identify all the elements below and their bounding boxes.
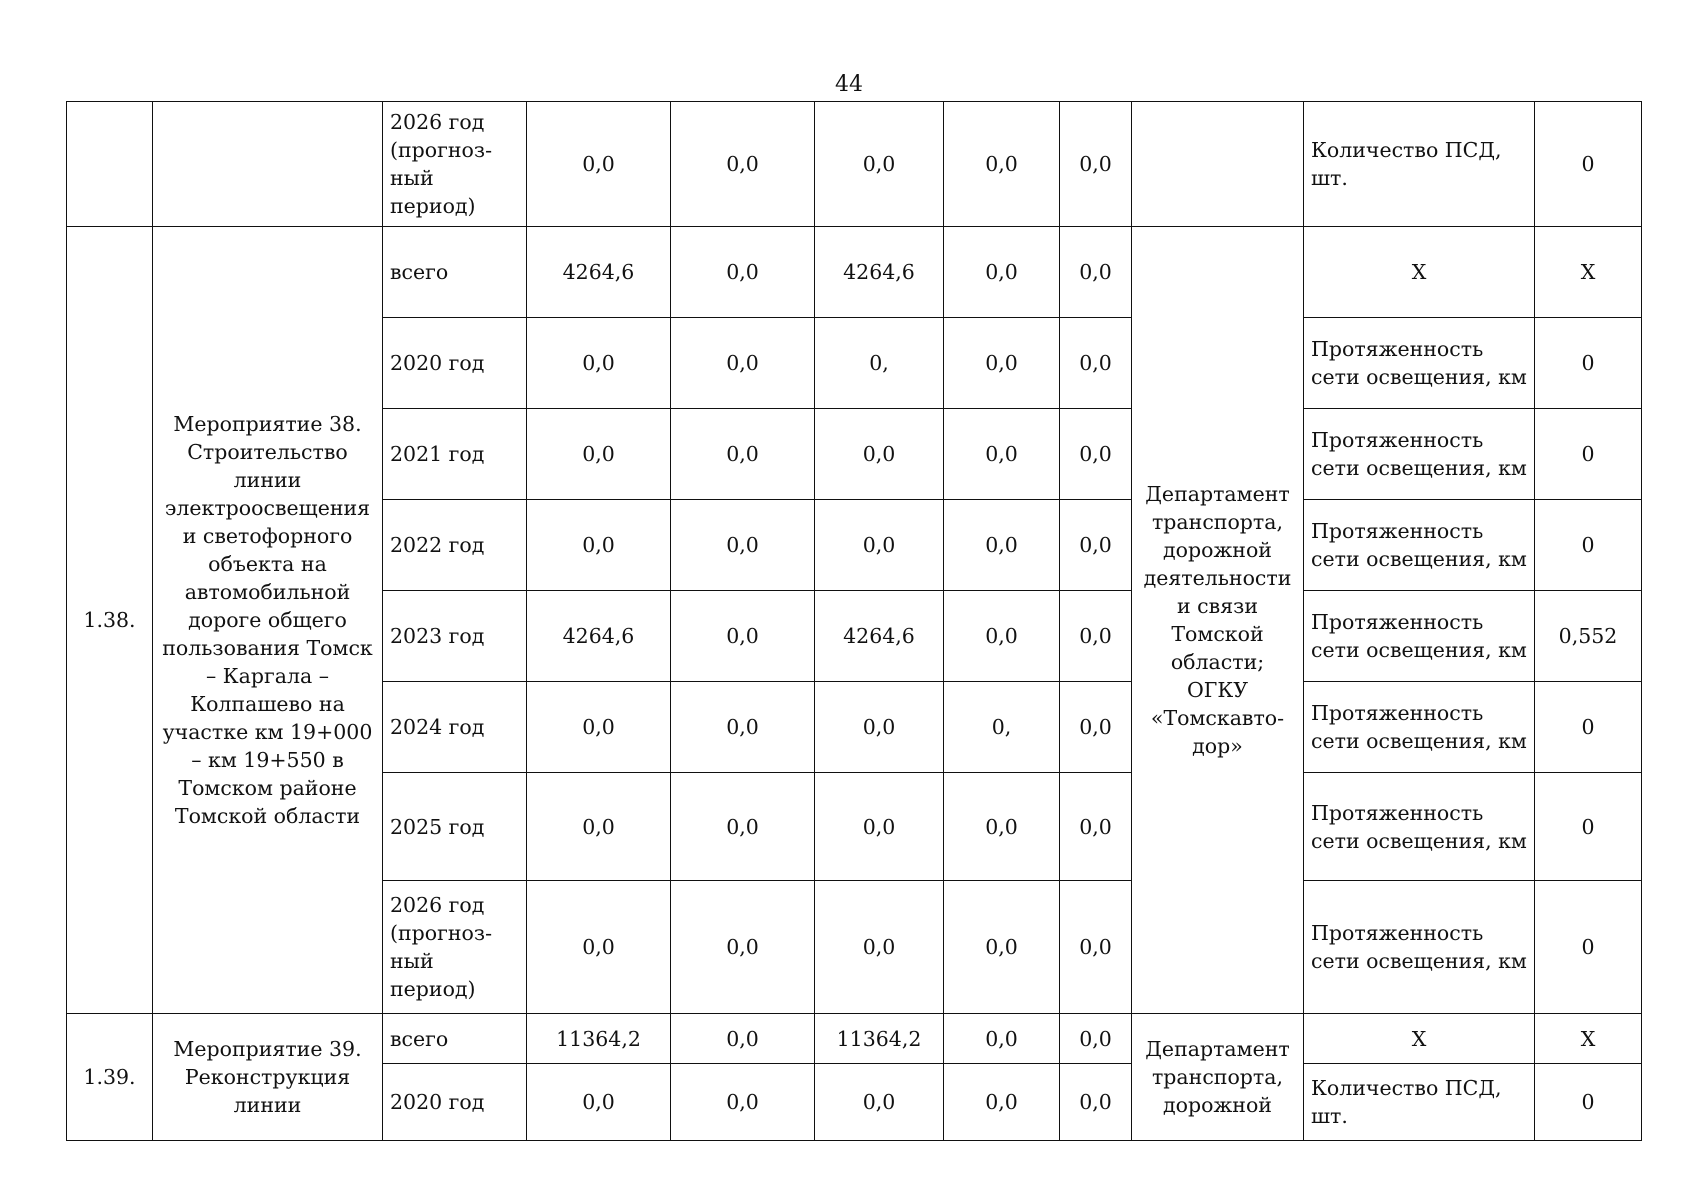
value-cell: 0,0 [815,1064,944,1141]
value-cell: 0,0 [1060,409,1132,500]
indicator-value-cell: 0 [1535,500,1642,591]
value-cell: 0,0 [671,1014,815,1064]
indicator-value-cell: 0 [1535,318,1642,409]
value-cell: 0,0 [944,318,1060,409]
value-cell: 0,0 [815,102,944,227]
indicator-cell: Протяженность сети освещения, км [1304,682,1535,773]
value-cell: 0,0 [527,773,671,881]
value-cell: 0,0 [1060,227,1132,318]
value-cell: 0,0 [944,102,1060,227]
value-cell: 0,0 [671,318,815,409]
value-cell: 0,0 [1060,1014,1132,1064]
period-cell: 2026 год (прогнозный период) [383,881,527,1014]
indicator-cell: Протяженность сети освещения, км [1304,773,1535,881]
executor-cell [1132,102,1304,227]
value-cell: 0,0 [527,500,671,591]
indicator-value-cell: Х [1535,227,1642,318]
value-cell: 0,0 [671,682,815,773]
value-cell: 0,0 [671,102,815,227]
indicator-value-cell: 0 [1535,1064,1642,1141]
value-cell: 0,0 [1060,500,1132,591]
indicator-value-cell: Х [1535,1014,1642,1064]
indicator-value-cell: 0 [1535,102,1642,227]
value-cell: 0,0 [1060,773,1132,881]
budget-table [66,101,1642,1141]
indicator-value-cell: 0 [1535,773,1642,881]
value-cell: 0,0 [944,1064,1060,1141]
value-cell: 0,0 [671,409,815,500]
value-cell: 4264,6 [815,591,944,682]
indicator-cell: Протяженность сети освещения, км [1304,318,1535,409]
value-cell: 0,0 [527,1064,671,1141]
value-cell: 4264,6 [527,591,671,682]
period-cell: 2025 год [383,773,527,881]
measure-number: 1.38. [67,227,153,1014]
executor-cell: Департамент транспорта, дорожной [1132,1014,1304,1141]
value-cell: 11364,2 [815,1014,944,1064]
period-cell: 2026 год (прогнозный период) [383,102,527,227]
period-cell: всего [383,1014,527,1064]
executor-cell: Департамент транспорта, дорожной деятельности и связи Томской области; ОГКУ «Томскавтодор» [1132,227,1304,1014]
value-cell: 0,0 [527,409,671,500]
value-cell: 0, [944,682,1060,773]
value-cell: 0,0 [944,773,1060,881]
period-cell: 2020 год [383,318,527,409]
value-cell: 0,0 [527,102,671,227]
value-cell: 11364,2 [527,1014,671,1064]
table-row [67,1014,1642,1064]
value-cell: 0,0 [671,1064,815,1141]
value-cell: 0,0 [1060,881,1132,1014]
value-cell: 0,0 [944,591,1060,682]
measure-name: Мероприятие 39. Реконструкция линии [153,1014,383,1141]
period-cell: 2020 год [383,1064,527,1141]
value-cell: 0, [815,318,944,409]
value-cell: 0,0 [944,500,1060,591]
value-cell: 0,0 [815,500,944,591]
value-cell: 4264,6 [527,227,671,318]
value-cell: 0,0 [671,591,815,682]
period-cell: 2024 год [383,682,527,773]
indicator-cell: Х [1304,1014,1535,1064]
indicator-value-cell: 0,552 [1535,591,1642,682]
value-cell: 0,0 [1060,591,1132,682]
value-cell: 0,0 [1060,682,1132,773]
table-row [67,102,1642,227]
period-cell: 2021 год [383,409,527,500]
value-cell: 0,0 [815,682,944,773]
indicator-cell: Протяженность сети освещения, км [1304,591,1535,682]
measure-name-cell [153,102,383,227]
table-row [67,227,1642,318]
indicator-cell: Протяженность сети освещения, км [1304,500,1535,591]
value-cell: 0,0 [671,881,815,1014]
indicator-cell: Количество ПСД, шт. [1304,102,1535,227]
value-cell: 0,0 [815,409,944,500]
indicator-cell: Х [1304,227,1535,318]
value-cell: 0,0 [944,881,1060,1014]
value-cell: 0,0 [671,500,815,591]
value-cell: 0,0 [1060,318,1132,409]
number-cell [67,102,153,227]
value-cell: 0,0 [527,682,671,773]
value-cell: 0,0 [671,773,815,881]
value-cell: 0,0 [671,227,815,318]
value-cell: 0,0 [944,227,1060,318]
measure-number: 1.39. [67,1014,153,1141]
value-cell: 0,0 [1060,102,1132,227]
period-cell: всего [383,227,527,318]
value-cell: 0,0 [944,409,1060,500]
page-number: 44 [835,72,863,97]
value-cell: 0,0 [815,881,944,1014]
value-cell: 0,0 [527,318,671,409]
indicator-value-cell: 0 [1535,682,1642,773]
measure-name: Мероприятие 38. Строительство линии электроосвещения и светофорного объекта на автомобильной дороге общего пользования Томск – Каргала – Колпашево на участке км 19+000 – км 19+550 в Томском районе Томской области [153,227,383,1014]
value-cell: 0,0 [1060,1064,1132,1141]
indicator-cell: Протяженность сети освещения, км [1304,409,1535,500]
value-cell: 0,0 [527,881,671,1014]
period-cell: 2023 год [383,591,527,682]
value-cell: 4264,6 [815,227,944,318]
indicator-cell: Количество ПСД, шт. [1304,1064,1535,1141]
indicator-value-cell: 0 [1535,881,1642,1014]
value-cell: 0,0 [944,1014,1060,1064]
period-cell: 2022 год [383,500,527,591]
value-cell: 0,0 [815,773,944,881]
indicator-cell: Протяженность сети освещения, км [1304,881,1535,1014]
indicator-value-cell: 0 [1535,409,1642,500]
